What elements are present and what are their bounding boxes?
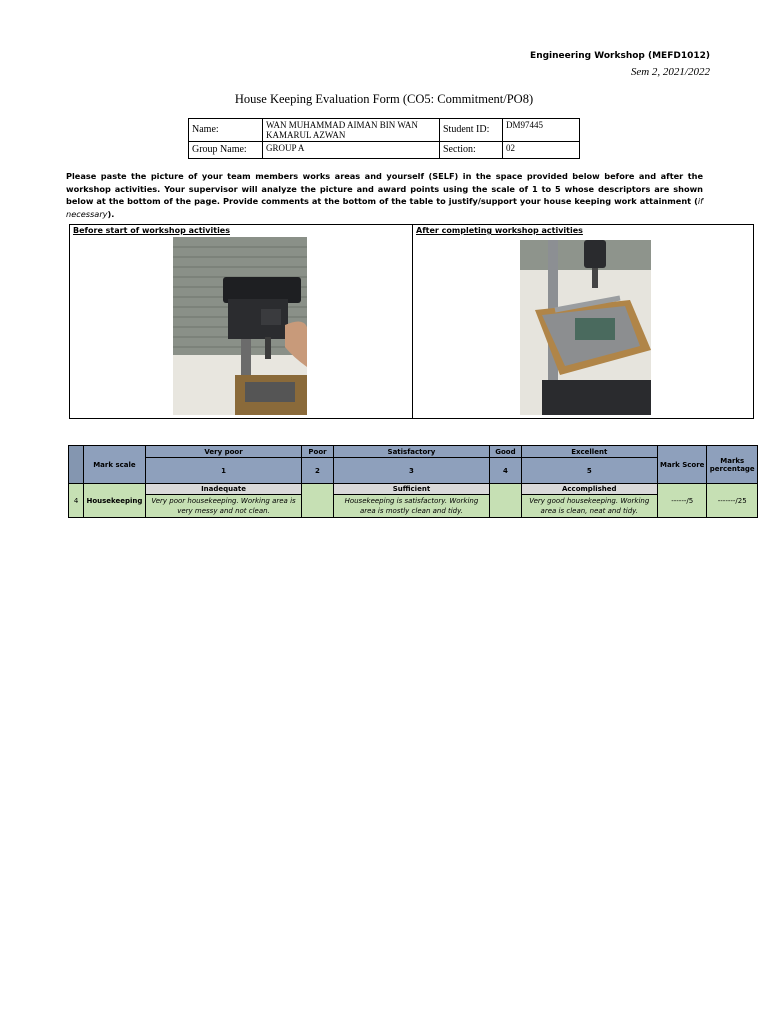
mark-score-label: Mark Score (657, 446, 707, 484)
desc-1: Very poor housekeeping. Working area is very messy and not clean. (145, 495, 302, 518)
score-4: 4 (490, 458, 521, 484)
score-5: 5 (521, 458, 657, 484)
rubric-table (68, 445, 758, 518)
after-label: After completing workshop activities (416, 226, 583, 235)
level-satisfactory: Satisfactory (333, 446, 490, 458)
instructions-text: Please paste the picture of your team members works areas and yourself (SELF) in the space provided below before and after the workshop activities. Your supervisor will analyze the picture and award points using the scale of 1 to 5 whose descriptors are shown below at the bottom of the page. Provide comments at the bottom of the table to justify/support your house keeping work attainment ( (66, 171, 703, 206)
before-label: Before start of workshop activities (73, 226, 230, 235)
name-value: WAN MUHAMMAD AIMAN BIN WAN KAMARUL AZWAN (263, 119, 440, 142)
score-2: 2 (302, 458, 333, 484)
level-excellent: Excellent (521, 446, 657, 458)
instructions-italic: if necessary (66, 196, 703, 219)
mark-scale-label: Mark scale (84, 446, 146, 484)
score-3: 3 (333, 458, 490, 484)
rubric-corner (69, 446, 84, 484)
after-photo (520, 240, 651, 415)
desc-3: Housekeeping is satisfactory. Working area is mostly clean and tidy. (333, 495, 490, 518)
student-info-table (188, 118, 580, 159)
desc-4-cell (490, 484, 521, 518)
desc-2-cell (302, 484, 333, 518)
score-1: 1 (145, 458, 302, 484)
group-label: Group Name: (189, 142, 263, 159)
level-good: Good (490, 446, 521, 458)
student-id-label: Student ID: (440, 119, 503, 142)
marks-percentage-label: Marks percentage (707, 446, 758, 484)
student-id-value: DM97445 (503, 119, 580, 142)
section-label: Section: (440, 142, 503, 159)
name-label: Name: (189, 119, 263, 142)
group-value: GROUP A (263, 142, 440, 159)
photo-divider (412, 225, 413, 418)
form-title: House Keeping Evaluation Form (CO5: Commitment/PO8) (234, 92, 534, 106)
course-title: Engineering Workshop (MEFD1012) (530, 51, 710, 61)
instructions-end: ). (107, 208, 115, 219)
criterion-label: Housekeeping (84, 484, 146, 518)
band-accomplished: Accomplished (521, 484, 657, 495)
semester-label: Sem 2, 2021/2022 (630, 66, 710, 78)
row-number: 4 (69, 484, 84, 518)
photo-section (69, 224, 754, 419)
band-inadequate: Inadequate (145, 484, 302, 495)
level-poor: Poor (302, 446, 333, 458)
before-photo (173, 237, 307, 415)
level-very-poor: Very poor (145, 446, 302, 458)
mark-score-value[interactable]: ------/5 (657, 484, 707, 518)
instructions-paragraph (66, 170, 703, 220)
section-value: 02 (503, 142, 580, 159)
band-sufficient: Sufficient (333, 484, 490, 495)
marks-percentage-value[interactable]: -------/25 (707, 484, 758, 518)
desc-5: Very good housekeeping. Working area is clean, neat and tidy. (521, 495, 657, 518)
